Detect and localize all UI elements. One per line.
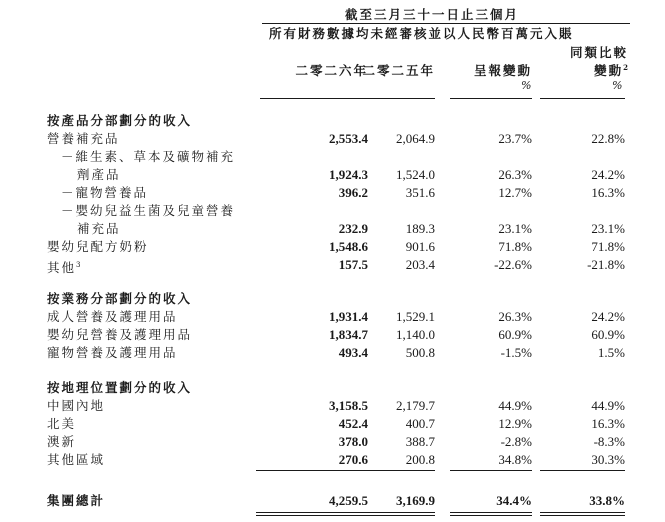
total-double-rule: [347, 515, 435, 516]
section-title: 按產品分部劃分的收入: [47, 113, 193, 128]
value-reported-change: -1.5%: [500, 345, 532, 360]
value-2026: 493.4: [338, 345, 368, 360]
value-2025: 203.4: [405, 257, 435, 272]
col-rule-reported: [450, 98, 532, 99]
value-reported-change: 71.8%: [498, 239, 532, 254]
table-row: [0, 220, 665, 238]
row-label: 補充品: [77, 221, 121, 236]
row-label: 北美: [47, 416, 77, 431]
value-2025: 1,140.0: [396, 327, 435, 342]
value-like-change: 60.9%: [591, 327, 625, 342]
value-reported-change: 12.9%: [498, 416, 532, 431]
row-label: 中國內地: [47, 398, 106, 413]
table-row: [0, 148, 665, 166]
value-2026: 270.6: [338, 452, 368, 467]
value-reported-change: 23.1%: [498, 221, 532, 236]
value-reported-change: 60.9%: [498, 327, 532, 342]
header-period: 截至三月三十一日止三個月: [345, 7, 520, 22]
table-row: [0, 290, 665, 308]
table-row: [0, 397, 665, 415]
row-label: 嬰幼兒營養及護理用品: [47, 327, 193, 342]
value-like-change: 24.2%: [591, 167, 625, 182]
footnote-marker: 3: [76, 261, 81, 269]
value-2025: 200.8: [405, 452, 435, 467]
section-title: 按地理位置劃分的收入: [47, 380, 193, 395]
value-reported-change: 26.3%: [498, 167, 532, 182]
row-label: －嬰幼兒益生菌及兒童營養: [61, 203, 236, 218]
value-2026: 1,548.6: [329, 239, 368, 254]
value-like-change: 16.3%: [591, 185, 625, 200]
value-reported-change: 34.8%: [498, 452, 532, 467]
col-rule-like: [540, 98, 625, 99]
table-row: [0, 112, 665, 130]
table-row: [0, 433, 665, 451]
value-2026: 396.2: [338, 185, 368, 200]
row-label: 寵物營養及護理用品: [47, 345, 178, 360]
value-2025: 2,179.7: [396, 398, 435, 413]
value-like-change: 30.3%: [591, 452, 625, 467]
subtotal-rule: [540, 470, 625, 471]
value-2026: 3,158.5: [329, 398, 368, 413]
total-double-rule: [450, 515, 532, 516]
col-header-like-change: [594, 61, 628, 79]
row-label: [47, 256, 80, 277]
pct-unit-reported: %: [521, 79, 532, 92]
value-2026: 1,924.3: [329, 167, 368, 182]
row-label: 集團總計: [47, 493, 106, 508]
table-row: [0, 326, 665, 344]
table-row: [0, 256, 665, 274]
total-double-rule: [347, 512, 435, 513]
value-2026: 4,259.5: [329, 493, 368, 508]
table-row: [0, 415, 665, 433]
table-row: [0, 130, 665, 148]
value-2025: 1,529.1: [396, 309, 435, 324]
col-header-2025: 二零二五年: [362, 63, 435, 78]
value-like-change: 33.8%: [589, 493, 625, 508]
header-like-for-like: 同類比較: [569, 45, 628, 60]
value-reported-change: 12.7%: [498, 185, 532, 200]
value-2026: 378.0: [338, 434, 368, 449]
table-row: [0, 344, 665, 362]
total-double-rule: [540, 515, 625, 516]
col-header-like-label: 變動: [594, 63, 624, 78]
value-2026: 232.9: [338, 221, 368, 236]
value-reported-change: -2.8%: [500, 434, 532, 449]
value-2025: 3,169.9: [396, 493, 435, 508]
header-basis: 所有財務數據均未經審核並以人民幣百萬元入賬: [269, 26, 574, 41]
col-header-2026: 二零二六年: [295, 63, 368, 78]
value-2026: 1,931.4: [329, 309, 368, 324]
table-row: [0, 202, 665, 220]
section-title: 按業務分部劃分的收入: [47, 291, 193, 306]
row-label: 營養補充品: [47, 131, 120, 146]
value-2025: 1,524.0: [396, 167, 435, 182]
value-2025: 400.7: [405, 416, 435, 431]
table-row: [0, 379, 665, 397]
row-label: －寵物營養品: [61, 185, 149, 200]
row-label: 嬰幼兒配方奶粉: [47, 239, 149, 254]
table-row: [0, 238, 665, 256]
value-reported-change: -22.6%: [494, 257, 532, 272]
value-2025: 901.6: [405, 239, 435, 254]
table-row-total: [0, 492, 665, 510]
subtotal-rule: [450, 470, 532, 471]
value-like-change: 23.1%: [591, 221, 625, 236]
value-like-change: 71.8%: [591, 239, 625, 254]
col-header-like-footnote: 2: [623, 62, 628, 72]
value-2025: 351.6: [405, 185, 435, 200]
value-like-change: 16.3%: [591, 416, 625, 431]
row-label: 成人營養及護理用品: [47, 309, 178, 324]
value-2026: 2,553.4: [329, 131, 368, 146]
value-reported-change: 26.3%: [498, 309, 532, 324]
table-row: [0, 184, 665, 202]
total-double-rule: [450, 512, 532, 513]
value-2026: 1,834.7: [329, 327, 368, 342]
value-like-change: -8.3%: [593, 434, 625, 449]
value-like-change: -21.8%: [587, 257, 625, 272]
pct-unit-like: %: [612, 79, 623, 92]
value-2026: 157.5: [338, 257, 368, 272]
row-label-text: 其他: [47, 260, 77, 276]
value-reported-change: 23.7%: [498, 131, 532, 146]
value-like-change: 22.8%: [591, 131, 625, 146]
table-row: [0, 166, 665, 184]
value-like-change: 44.9%: [591, 398, 625, 413]
col-header-reported-change: 呈報變動: [473, 63, 532, 78]
table-row: [0, 451, 665, 469]
row-label: 澳新: [47, 434, 77, 449]
value-like-change: 1.5%: [597, 345, 625, 360]
value-2026: 452.4: [338, 416, 368, 431]
row-label: 其他區域: [47, 452, 106, 467]
value-2025: 189.3: [405, 221, 435, 236]
col-rule-2025: [347, 98, 435, 99]
value-reported-change: 34.4%: [496, 493, 532, 508]
subtotal-rule: [347, 470, 435, 471]
value-2025: 500.8: [405, 345, 435, 360]
row-label: －維生素、草本及礦物補充: [61, 149, 236, 164]
total-double-rule: [540, 512, 625, 513]
value-2025: 388.7: [405, 434, 435, 449]
value-2025: 2,064.9: [396, 131, 435, 146]
table-row: [0, 308, 665, 326]
value-reported-change: 44.9%: [498, 398, 532, 413]
value-like-change: 24.2%: [591, 309, 625, 324]
row-label: 劑產品: [77, 167, 121, 182]
